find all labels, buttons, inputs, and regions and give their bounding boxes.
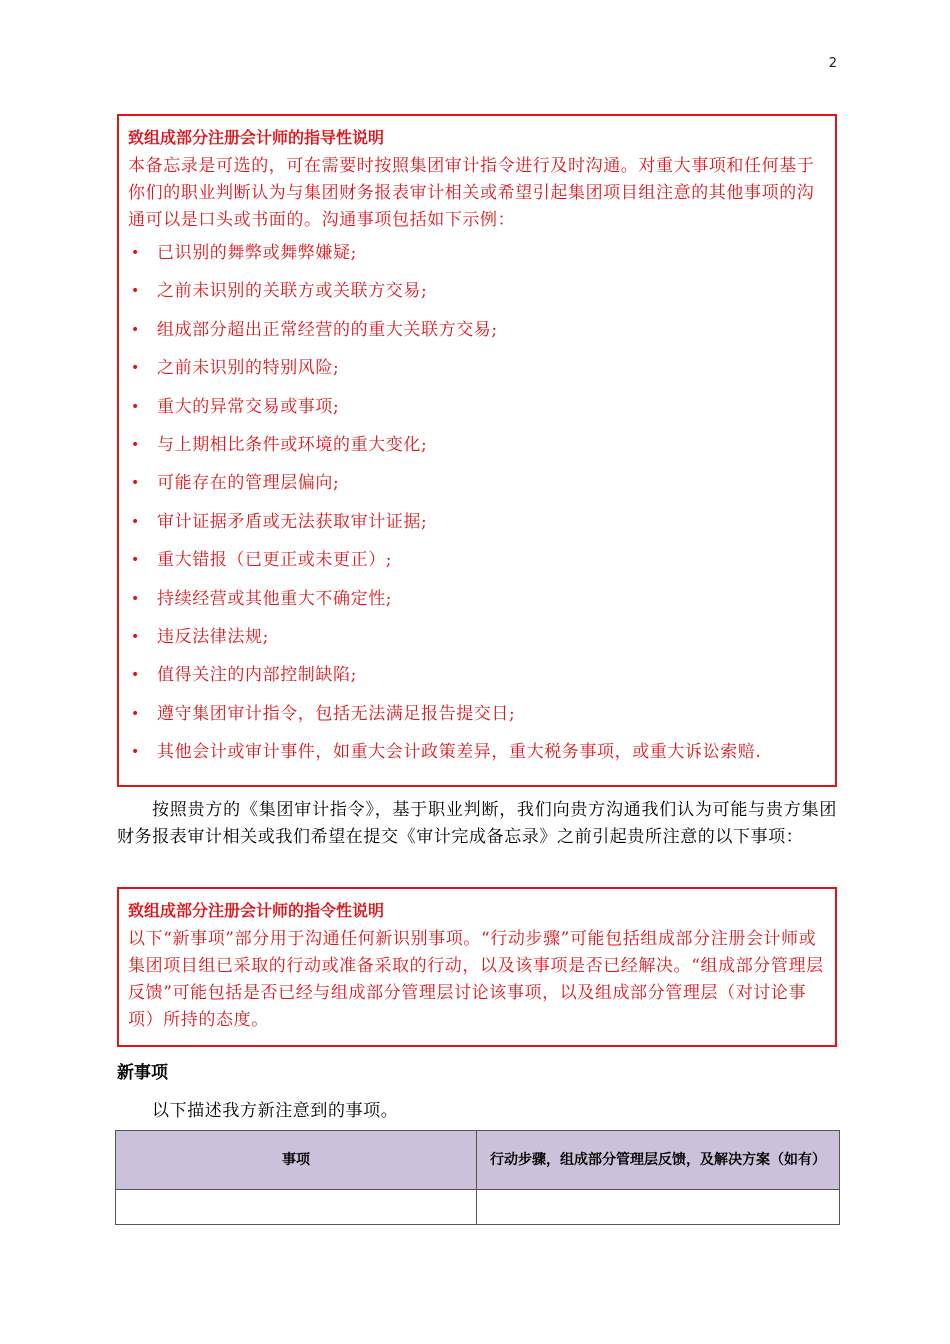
bullet-icon: •	[131, 245, 140, 261]
list-item: • 审计证据矛盾或无法获取审计证据;	[131, 511, 428, 532]
list-item: • 其他会计或审计事件，如重大会计政策差异，重大税务事项，或重大诉讼索赔.	[131, 742, 762, 763]
list-item: • 可能存在的管理层偏向;	[131, 473, 340, 494]
list-item: • 之前未识别的关联方或关联方交易;	[131, 281, 428, 302]
list-item: • 之前未识别的特别风险;	[131, 358, 340, 379]
header-action-steps: 行动步骤，组成部分管理层反馈，及解决方案（如有）	[477, 1131, 840, 1190]
list-item: • 重大的异常交易或事项;	[131, 396, 340, 417]
guidance-note-box	[117, 114, 837, 787]
section-heading: 新事项	[117, 1063, 168, 1083]
list-item: • 重大错报（已更正或未更正）;	[131, 550, 393, 571]
bullet-icon: •	[131, 360, 140, 377]
instruction-note-title: 致组成部分注册会计师的指令性说明	[128, 901, 385, 920]
bullet-icon: •	[131, 590, 140, 607]
section-intro: 以下描述我方新注意到的事项。	[152, 1101, 399, 1121]
table-cell[interactable]	[116, 1190, 477, 1225]
list-item: • 与上期相比条件或环境的重大变化;	[131, 434, 428, 455]
list-item: • 值得关注的内部控制缺陷;	[131, 665, 357, 686]
bullet-icon: •	[131, 436, 140, 453]
example-list	[128, 242, 825, 779]
bullet-icon: •	[131, 628, 140, 645]
instruction-note-box	[117, 887, 837, 1047]
table-header-row	[116, 1131, 840, 1190]
bullet-icon: •	[131, 744, 140, 761]
table-cell[interactable]	[477, 1190, 840, 1225]
new-items-table	[115, 1130, 840, 1225]
instruction-note-text: 以下“新事项”部分用于沟通任何新识别事项。“行动步骤”可能包括组成部分注册会计师或集团项目组已采取的行动或准备采取的行动，以及该事项是否已经解决。“组成部分管理层反馈”可能包括是否已经与组成部分管理层讨论该事项，以及组成部分管理层（对讨论事项）所持的态度。	[128, 929, 824, 1030]
bullet-icon: •	[131, 283, 140, 300]
bullet-icon: •	[131, 321, 140, 338]
bullet-icon: •	[131, 398, 140, 415]
body-paragraph: 按照贵方的《集团审计指令》，基于职业判断，我们向贵方沟通我们认为可能与贵方集团财务报表审计相关或我们希望在提交《审计完成备忘录》之前引起贵所注意的以下事项：	[117, 800, 837, 847]
bullet-icon: •	[131, 705, 140, 722]
bullet-icon: •	[131, 475, 140, 492]
bullet-icon: •	[131, 552, 140, 569]
guidance-note-intro: 本备忘录是可选的，可在需要时按照集团审计指令进行及时沟通。对重大事项和任何基于你们的职业判断认为与集团财务报表审计相关或希望引起集团项目组注意的其他事项的沟通可以是口头或书面的。沟通事项包括如下示例：	[128, 156, 815, 230]
guidance-note-title: 致组成部分注册会计师的指导性说明	[128, 128, 385, 147]
table-row	[116, 1190, 840, 1225]
page-number: 2	[828, 56, 837, 71]
list-item: • 组成部分超出正常经营的的重大关联方交易;	[131, 319, 498, 340]
list-item: • 持续经营或其他重大不确定性;	[131, 588, 393, 609]
list-item: • 遵守集团审计指令，包括无法满足报告提交日;	[131, 703, 516, 724]
bullet-icon: •	[131, 513, 140, 530]
list-item: • 违反法律法规;	[131, 626, 269, 647]
bullet-icon: •	[131, 667, 140, 684]
list-item: • 已识别的舞弊或舞弊嫌疑;	[131, 243, 357, 263]
header-item: 事项	[116, 1131, 477, 1190]
